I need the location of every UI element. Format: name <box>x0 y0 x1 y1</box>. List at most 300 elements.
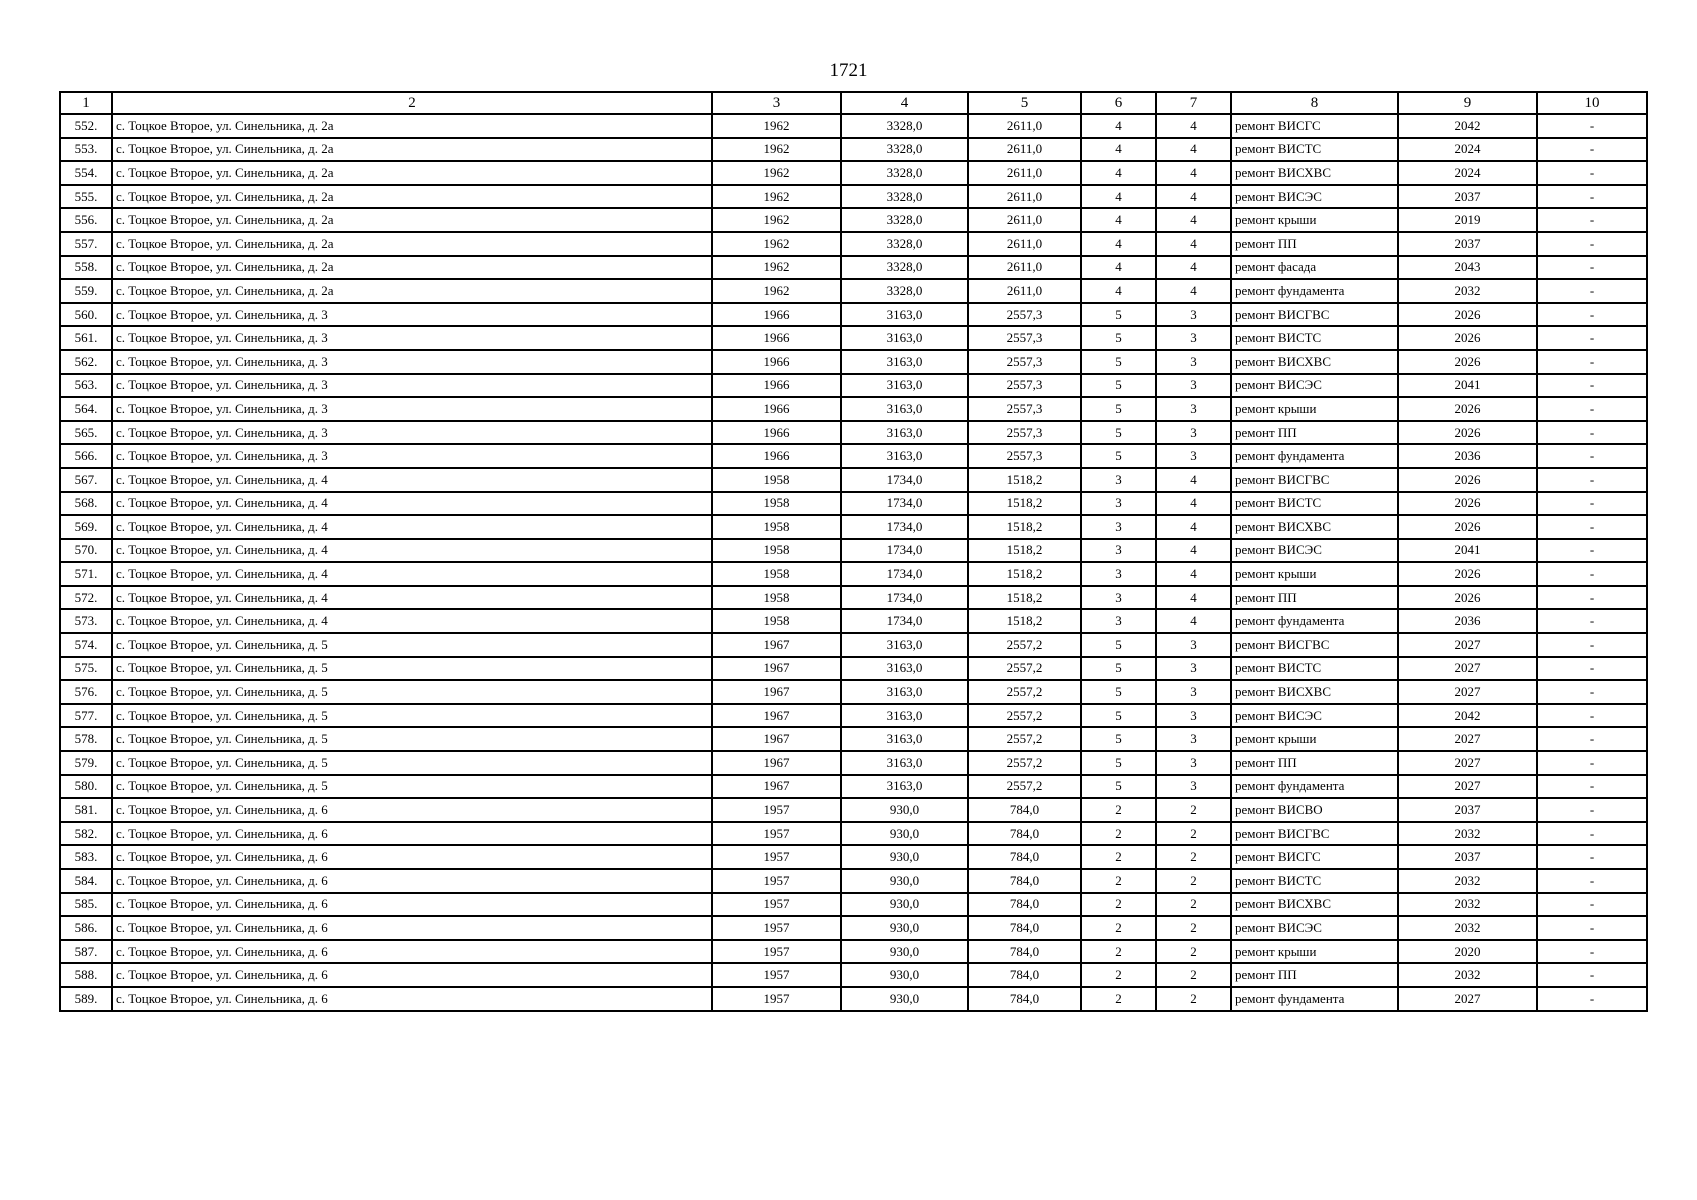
living-area-cell: 2557,3 <box>968 303 1081 327</box>
table-row <box>60 279 1647 303</box>
row-number-cell: 562. <box>60 350 112 374</box>
note-cell: - <box>1537 161 1647 185</box>
work-type-cell: ремонт фундамента <box>1231 279 1398 303</box>
page-number: 1721 <box>829 60 868 81</box>
entrances-cell: 3 <box>1156 303 1231 327</box>
column-header: 10 <box>1537 92 1647 114</box>
table-row <box>60 798 1647 822</box>
note-cell: - <box>1537 539 1647 563</box>
note-cell: - <box>1537 727 1647 751</box>
table-row <box>60 138 1647 162</box>
row-number-cell: 557. <box>60 232 112 256</box>
table-row <box>60 444 1647 468</box>
total-area-cell: 930,0 <box>841 822 968 846</box>
total-area-cell: 1734,0 <box>841 492 968 516</box>
year-cell: 1962 <box>712 256 841 280</box>
total-area-cell: 3163,0 <box>841 326 968 350</box>
row-number-cell: 558. <box>60 256 112 280</box>
note-cell: - <box>1537 256 1647 280</box>
row-number-cell: 585. <box>60 893 112 917</box>
planned-year-cell: 2032 <box>1398 963 1537 987</box>
floors-cell: 5 <box>1081 633 1156 657</box>
living-area-cell: 784,0 <box>968 987 1081 1011</box>
note-cell: - <box>1537 916 1647 940</box>
table-row <box>60 185 1647 209</box>
row-number-cell: 553. <box>60 138 112 162</box>
table-row <box>60 539 1647 563</box>
living-area-cell: 784,0 <box>968 963 1081 987</box>
living-area-cell: 1518,2 <box>968 586 1081 610</box>
living-area-cell: 784,0 <box>968 822 1081 846</box>
living-area-cell: 2611,0 <box>968 185 1081 209</box>
living-area-cell: 2557,3 <box>968 421 1081 445</box>
address-cell: с. Тоцкое Второе, ул. Синельника, д. 2а <box>112 114 712 138</box>
column-header: 6 <box>1081 92 1156 114</box>
planned-year-cell: 2027 <box>1398 657 1537 681</box>
note-cell: - <box>1537 138 1647 162</box>
total-area-cell: 3328,0 <box>841 185 968 209</box>
table-row <box>60 775 1647 799</box>
note-cell: - <box>1537 845 1647 869</box>
address-cell: с. Тоцкое Второе, ул. Синельника, д. 3 <box>112 397 712 421</box>
living-area-cell: 2557,3 <box>968 374 1081 398</box>
work-type-cell: ремонт ПП <box>1231 421 1398 445</box>
table-row <box>60 562 1647 586</box>
column-header: 1 <box>60 92 112 114</box>
total-area-cell: 3163,0 <box>841 680 968 704</box>
address-cell: с. Тоцкое Второе, ул. Синельника, д. 4 <box>112 539 712 563</box>
table-row <box>60 303 1647 327</box>
living-area-cell: 2611,0 <box>968 208 1081 232</box>
table-row <box>60 609 1647 633</box>
total-area-cell: 930,0 <box>841 916 968 940</box>
year-cell: 1966 <box>712 444 841 468</box>
floors-cell: 3 <box>1081 539 1156 563</box>
living-area-cell: 784,0 <box>968 940 1081 964</box>
floors-cell: 5 <box>1081 421 1156 445</box>
note-cell: - <box>1537 515 1647 539</box>
total-area-cell: 3163,0 <box>841 303 968 327</box>
floors-cell: 4 <box>1081 208 1156 232</box>
floors-cell: 5 <box>1081 397 1156 421</box>
total-area-cell: 1734,0 <box>841 562 968 586</box>
column-header: 8 <box>1231 92 1398 114</box>
total-area-cell: 3163,0 <box>841 633 968 657</box>
row-number-cell: 560. <box>60 303 112 327</box>
year-cell: 1957 <box>712 822 841 846</box>
address-cell: с. Тоцкое Второе, ул. Синельника, д. 4 <box>112 586 712 610</box>
note-cell: - <box>1537 775 1647 799</box>
address-cell: с. Тоцкое Второе, ул. Синельника, д. 4 <box>112 609 712 633</box>
table-row <box>60 893 1647 917</box>
address-cell: с. Тоцкое Второе, ул. Синельника, д. 5 <box>112 727 712 751</box>
table-row <box>60 161 1647 185</box>
table-header-row <box>60 92 1647 114</box>
living-area-cell: 2557,2 <box>968 657 1081 681</box>
floors-cell: 4 <box>1081 138 1156 162</box>
table-row <box>60 916 1647 940</box>
address-cell: с. Тоцкое Второе, ул. Синельника, д. 4 <box>112 492 712 516</box>
floors-cell: 3 <box>1081 609 1156 633</box>
row-number-cell: 566. <box>60 444 112 468</box>
work-type-cell: ремонт крыши <box>1231 940 1398 964</box>
row-number-cell: 565. <box>60 421 112 445</box>
entrances-cell: 4 <box>1156 562 1231 586</box>
planned-year-cell: 2036 <box>1398 609 1537 633</box>
address-cell: с. Тоцкое Второе, ул. Синельника, д. 5 <box>112 633 712 657</box>
total-area-cell: 3163,0 <box>841 775 968 799</box>
work-type-cell: ремонт ВИСГС <box>1231 114 1398 138</box>
column-header: 5 <box>968 92 1081 114</box>
row-number-cell: 552. <box>60 114 112 138</box>
planned-year-cell: 2026 <box>1398 586 1537 610</box>
entrances-cell: 4 <box>1156 114 1231 138</box>
table-row <box>60 256 1647 280</box>
work-type-cell: ремонт фундамента <box>1231 444 1398 468</box>
total-area-cell: 3328,0 <box>841 256 968 280</box>
address-cell: с. Тоцкое Второе, ул. Синельника, д. 4 <box>112 515 712 539</box>
work-type-cell: ремонт ВИСХВС <box>1231 680 1398 704</box>
repair-schedule-table <box>59 91 1648 1012</box>
floors-cell: 2 <box>1081 916 1156 940</box>
column-header: 9 <box>1398 92 1537 114</box>
row-number-cell: 574. <box>60 633 112 657</box>
floors-cell: 5 <box>1081 704 1156 728</box>
note-cell: - <box>1537 374 1647 398</box>
planned-year-cell: 2020 <box>1398 940 1537 964</box>
table-row <box>60 421 1647 445</box>
living-area-cell: 2557,3 <box>968 397 1081 421</box>
floors-cell: 2 <box>1081 963 1156 987</box>
work-type-cell: ремонт ВИСГС <box>1231 845 1398 869</box>
planned-year-cell: 2027 <box>1398 987 1537 1011</box>
year-cell: 1967 <box>712 704 841 728</box>
living-area-cell: 2611,0 <box>968 138 1081 162</box>
living-area-cell: 1518,2 <box>968 562 1081 586</box>
planned-year-cell: 2032 <box>1398 893 1537 917</box>
entrances-cell: 3 <box>1156 657 1231 681</box>
work-type-cell: ремонт ВИСЭС <box>1231 704 1398 728</box>
floors-cell: 5 <box>1081 657 1156 681</box>
entrances-cell: 4 <box>1156 609 1231 633</box>
planned-year-cell: 2024 <box>1398 138 1537 162</box>
floors-cell: 4 <box>1081 161 1156 185</box>
row-number-cell: 578. <box>60 727 112 751</box>
row-number-cell: 563. <box>60 374 112 398</box>
floors-cell: 4 <box>1081 185 1156 209</box>
note-cell: - <box>1537 303 1647 327</box>
floors-cell: 2 <box>1081 940 1156 964</box>
work-type-cell: ремонт ВИСВО <box>1231 798 1398 822</box>
work-type-cell: ремонт фундамента <box>1231 609 1398 633</box>
column-header: 7 <box>1156 92 1231 114</box>
note-cell: - <box>1537 822 1647 846</box>
entrances-cell: 2 <box>1156 916 1231 940</box>
address-cell: с. Тоцкое Второе, ул. Синельника, д. 2а <box>112 138 712 162</box>
note-cell: - <box>1537 562 1647 586</box>
total-area-cell: 1734,0 <box>841 609 968 633</box>
planned-year-cell: 2042 <box>1398 704 1537 728</box>
work-type-cell: ремонт фундамента <box>1231 987 1398 1011</box>
address-cell: с. Тоцкое Второе, ул. Синельника, д. 3 <box>112 444 712 468</box>
year-cell: 1966 <box>712 421 841 445</box>
note-cell: - <box>1537 185 1647 209</box>
table-row <box>60 350 1647 374</box>
work-type-cell: ремонт ВИСХВС <box>1231 515 1398 539</box>
total-area-cell: 3328,0 <box>841 232 968 256</box>
work-type-cell: ремонт ВИСХВС <box>1231 161 1398 185</box>
year-cell: 1957 <box>712 916 841 940</box>
living-area-cell: 784,0 <box>968 916 1081 940</box>
planned-year-cell: 2026 <box>1398 350 1537 374</box>
floors-cell: 4 <box>1081 232 1156 256</box>
note-cell: - <box>1537 397 1647 421</box>
year-cell: 1962 <box>712 138 841 162</box>
year-cell: 1958 <box>712 609 841 633</box>
table-row <box>60 751 1647 775</box>
year-cell: 1966 <box>712 397 841 421</box>
note-cell: - <box>1537 940 1647 964</box>
work-type-cell: ремонт ПП <box>1231 232 1398 256</box>
floors-cell: 4 <box>1081 256 1156 280</box>
floors-cell: 2 <box>1081 798 1156 822</box>
year-cell: 1957 <box>712 940 841 964</box>
entrances-cell: 3 <box>1156 727 1231 751</box>
note-cell: - <box>1537 657 1647 681</box>
living-area-cell: 2557,3 <box>968 444 1081 468</box>
table-row <box>60 940 1647 964</box>
year-cell: 1966 <box>712 303 841 327</box>
year-cell: 1958 <box>712 492 841 516</box>
living-area-cell: 2557,2 <box>968 775 1081 799</box>
year-cell: 1958 <box>712 539 841 563</box>
row-number-cell: 582. <box>60 822 112 846</box>
address-cell: с. Тоцкое Второе, ул. Синельника, д. 6 <box>112 916 712 940</box>
row-number-cell: 555. <box>60 185 112 209</box>
note-cell: - <box>1537 232 1647 256</box>
entrances-cell: 3 <box>1156 704 1231 728</box>
row-number-cell: 559. <box>60 279 112 303</box>
note-cell: - <box>1537 609 1647 633</box>
year-cell: 1967 <box>712 727 841 751</box>
planned-year-cell: 2026 <box>1398 421 1537 445</box>
year-cell: 1962 <box>712 208 841 232</box>
note-cell: - <box>1537 114 1647 138</box>
table-row <box>60 727 1647 751</box>
entrances-cell: 2 <box>1156 940 1231 964</box>
work-type-cell: ремонт ВИСЭС <box>1231 185 1398 209</box>
address-cell: с. Тоцкое Второе, ул. Синельника, д. 3 <box>112 421 712 445</box>
planned-year-cell: 2027 <box>1398 751 1537 775</box>
planned-year-cell: 2037 <box>1398 845 1537 869</box>
year-cell: 1957 <box>712 893 841 917</box>
work-type-cell: ремонт ВИСГВС <box>1231 822 1398 846</box>
floors-cell: 2 <box>1081 987 1156 1011</box>
year-cell: 1957 <box>712 963 841 987</box>
address-cell: с. Тоцкое Второе, ул. Синельника, д. 4 <box>112 562 712 586</box>
living-area-cell: 784,0 <box>968 845 1081 869</box>
address-cell: с. Тоцкое Второе, ул. Синельника, д. 6 <box>112 822 712 846</box>
total-area-cell: 1734,0 <box>841 468 968 492</box>
planned-year-cell: 2032 <box>1398 822 1537 846</box>
entrances-cell: 4 <box>1156 586 1231 610</box>
table-row <box>60 633 1647 657</box>
row-number-cell: 583. <box>60 845 112 869</box>
address-cell: с. Тоцкое Второе, ул. Синельника, д. 3 <box>112 303 712 327</box>
note-cell: - <box>1537 492 1647 516</box>
total-area-cell: 930,0 <box>841 940 968 964</box>
note-cell: - <box>1537 421 1647 445</box>
living-area-cell: 1518,2 <box>968 515 1081 539</box>
work-type-cell: ремонт крыши <box>1231 397 1398 421</box>
total-area-cell: 1734,0 <box>841 539 968 563</box>
row-number-cell: 575. <box>60 657 112 681</box>
year-cell: 1966 <box>712 350 841 374</box>
living-area-cell: 2557,2 <box>968 751 1081 775</box>
planned-year-cell: 2026 <box>1398 562 1537 586</box>
floors-cell: 3 <box>1081 562 1156 586</box>
planned-year-cell: 2043 <box>1398 256 1537 280</box>
total-area-cell: 3328,0 <box>841 114 968 138</box>
table-row <box>60 987 1647 1011</box>
row-number-cell: 554. <box>60 161 112 185</box>
year-cell: 1958 <box>712 515 841 539</box>
planned-year-cell: 2026 <box>1398 303 1537 327</box>
address-cell: с. Тоцкое Второе, ул. Синельника, д. 6 <box>112 798 712 822</box>
entrances-cell: 4 <box>1156 185 1231 209</box>
address-cell: с. Тоцкое Второе, ул. Синельника, д. 5 <box>112 704 712 728</box>
note-cell: - <box>1537 444 1647 468</box>
address-cell: с. Тоцкое Второе, ул. Синельника, д. 2а <box>112 208 712 232</box>
row-number-cell: 580. <box>60 775 112 799</box>
total-area-cell: 3163,0 <box>841 444 968 468</box>
table-row <box>60 586 1647 610</box>
planned-year-cell: 2036 <box>1398 444 1537 468</box>
planned-year-cell: 2024 <box>1398 161 1537 185</box>
living-area-cell: 1518,2 <box>968 539 1081 563</box>
work-type-cell: ремонт крыши <box>1231 727 1398 751</box>
living-area-cell: 2557,3 <box>968 350 1081 374</box>
floors-cell: 5 <box>1081 350 1156 374</box>
table-row <box>60 845 1647 869</box>
living-area-cell: 2557,2 <box>968 727 1081 751</box>
row-number-cell: 586. <box>60 916 112 940</box>
living-area-cell: 2557,2 <box>968 704 1081 728</box>
row-number-cell: 587. <box>60 940 112 964</box>
entrances-cell: 2 <box>1156 798 1231 822</box>
total-area-cell: 3328,0 <box>841 279 968 303</box>
floors-cell: 4 <box>1081 114 1156 138</box>
note-cell: - <box>1537 798 1647 822</box>
year-cell: 1967 <box>712 657 841 681</box>
entrances-cell: 4 <box>1156 468 1231 492</box>
year-cell: 1957 <box>712 869 841 893</box>
year-cell: 1962 <box>712 114 841 138</box>
address-cell: с. Тоцкое Второе, ул. Синельника, д. 5 <box>112 657 712 681</box>
floors-cell: 4 <box>1081 279 1156 303</box>
floors-cell: 5 <box>1081 374 1156 398</box>
work-type-cell: ремонт ВИСТС <box>1231 138 1398 162</box>
note-cell: - <box>1537 680 1647 704</box>
address-cell: с. Тоцкое Второе, ул. Синельника, д. 3 <box>112 326 712 350</box>
entrances-cell: 3 <box>1156 775 1231 799</box>
note-cell: - <box>1537 208 1647 232</box>
note-cell: - <box>1537 987 1647 1011</box>
entrances-cell: 2 <box>1156 963 1231 987</box>
planned-year-cell: 2032 <box>1398 916 1537 940</box>
address-cell: с. Тоцкое Второе, ул. Синельника, д. 5 <box>112 751 712 775</box>
row-number-cell: 561. <box>60 326 112 350</box>
planned-year-cell: 2037 <box>1398 185 1537 209</box>
planned-year-cell: 2027 <box>1398 633 1537 657</box>
table-row <box>60 704 1647 728</box>
work-type-cell: ремонт ПП <box>1231 963 1398 987</box>
note-cell: - <box>1537 279 1647 303</box>
row-number-cell: 588. <box>60 963 112 987</box>
note-cell: - <box>1537 326 1647 350</box>
address-cell: с. Тоцкое Второе, ул. Синельника, д. 3 <box>112 374 712 398</box>
total-area-cell: 1734,0 <box>841 586 968 610</box>
year-cell: 1967 <box>712 680 841 704</box>
planned-year-cell: 2027 <box>1398 727 1537 751</box>
column-header: 2 <box>112 92 712 114</box>
planned-year-cell: 2026 <box>1398 468 1537 492</box>
living-area-cell: 2557,3 <box>968 326 1081 350</box>
planned-year-cell: 2037 <box>1398 798 1537 822</box>
note-cell: - <box>1537 963 1647 987</box>
table-container <box>59 91 1646 1012</box>
total-area-cell: 3163,0 <box>841 350 968 374</box>
column-header: 3 <box>712 92 841 114</box>
planned-year-cell: 2032 <box>1398 869 1537 893</box>
row-number-cell: 570. <box>60 539 112 563</box>
living-area-cell: 2557,2 <box>968 633 1081 657</box>
year-cell: 1958 <box>712 586 841 610</box>
entrances-cell: 3 <box>1156 374 1231 398</box>
table-row <box>60 208 1647 232</box>
total-area-cell: 930,0 <box>841 987 968 1011</box>
floors-cell: 5 <box>1081 775 1156 799</box>
table-row <box>60 680 1647 704</box>
total-area-cell: 930,0 <box>841 869 968 893</box>
work-type-cell: ремонт ВИСГВС <box>1231 303 1398 327</box>
planned-year-cell: 2032 <box>1398 279 1537 303</box>
entrances-cell: 3 <box>1156 751 1231 775</box>
address-cell: с. Тоцкое Второе, ул. Синельника, д. 2а <box>112 161 712 185</box>
floors-cell: 5 <box>1081 727 1156 751</box>
entrances-cell: 2 <box>1156 845 1231 869</box>
total-area-cell: 3163,0 <box>841 704 968 728</box>
table-row <box>60 374 1647 398</box>
entrances-cell: 4 <box>1156 232 1231 256</box>
living-area-cell: 784,0 <box>968 893 1081 917</box>
row-number-cell: 577. <box>60 704 112 728</box>
living-area-cell: 2611,0 <box>968 279 1081 303</box>
address-cell: с. Тоцкое Второе, ул. Синельника, д. 3 <box>112 350 712 374</box>
table-row <box>60 397 1647 421</box>
year-cell: 1967 <box>712 775 841 799</box>
table-row <box>60 963 1647 987</box>
address-cell: с. Тоцкое Второе, ул. Синельника, д. 6 <box>112 940 712 964</box>
address-cell: с. Тоцкое Второе, ул. Синельника, д. 2а <box>112 279 712 303</box>
living-area-cell: 2611,0 <box>968 232 1081 256</box>
living-area-cell: 1518,2 <box>968 468 1081 492</box>
address-cell: с. Тоцкое Второе, ул. Синельника, д. 6 <box>112 845 712 869</box>
planned-year-cell: 2042 <box>1398 114 1537 138</box>
work-type-cell: ремонт фундамента <box>1231 775 1398 799</box>
note-cell: - <box>1537 468 1647 492</box>
entrances-cell: 3 <box>1156 350 1231 374</box>
